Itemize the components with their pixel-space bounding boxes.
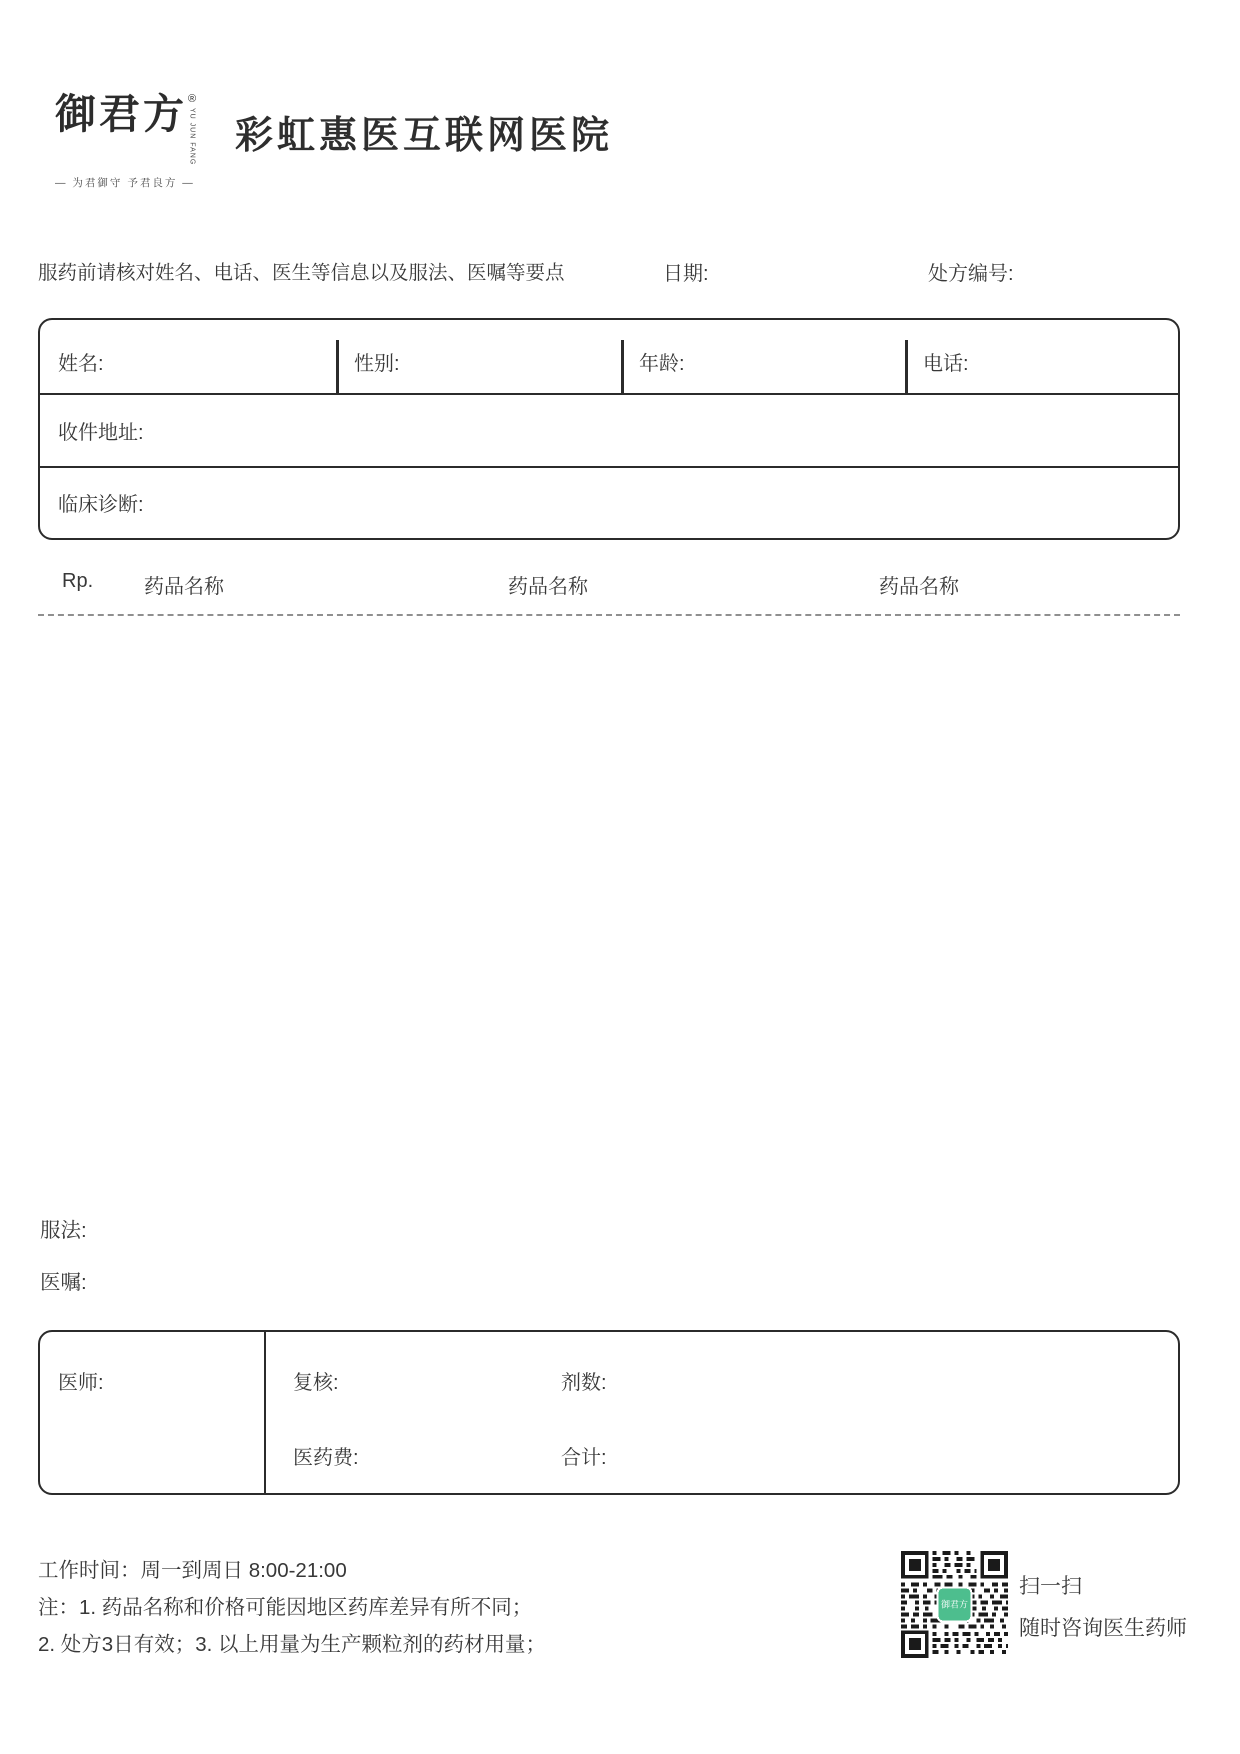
total-label: 合计: — [561, 1447, 607, 1469]
signature-right-panel — [266, 1332, 1178, 1493]
patient-row-basic — [40, 320, 1178, 395]
hospital-name: 彩虹惠医互联网医院 — [235, 115, 614, 157]
footer-note-line-1: 注：1. 药品名称和价格可能因地区药库差异有所不同； — [38, 1596, 533, 1619]
brand-logo-pinyin: YU JUN FANG — [188, 108, 196, 166]
patient-name-field — [40, 320, 336, 393]
signature-box — [38, 1330, 1180, 1495]
fee-total-row — [293, 1441, 1178, 1470]
drug-name-column-2: 药品名称 — [508, 576, 588, 598]
patient-phone-label: 电话: — [923, 353, 969, 375]
usage-instructions-label: 服法: — [40, 1219, 87, 1242]
patient-diagnosis-field — [40, 468, 1178, 537]
patient-name-label: 姓名: — [58, 353, 104, 375]
patient-age-field — [621, 320, 905, 393]
brand-logo-side — [188, 94, 196, 165]
drug-name-column-3: 药品名称 — [879, 576, 959, 598]
patient-gender-label: 性别: — [354, 353, 400, 375]
rp-label: Rp. — [62, 570, 94, 592]
footer-note-line-2: 2. 处方3日有效；3. 以上用量为生产颗粒剂的药材用量； — [38, 1633, 546, 1656]
patient-phone-field — [905, 320, 1178, 393]
brand-logo-text: 御君方 — [55, 90, 187, 138]
brand-tagline: — 为君御守 予君良方 — — [55, 177, 195, 190]
scan-description: 随时咨询医生药师 — [1019, 1617, 1187, 1640]
patient-diagnosis-label: 临床诊断: — [58, 494, 144, 516]
doctor-label: 医师: — [58, 1372, 104, 1394]
medicine-fee-label: 医药费: — [293, 1447, 359, 1469]
scan-title: 扫一扫 — [1019, 1575, 1082, 1598]
qr-code — [901, 1551, 1008, 1658]
qr-center-text: 御君方 — [941, 1599, 968, 1610]
precheck-note: 服药前请核对姓名、电话、医生等信息以及服法、医嘱等要点 — [38, 262, 565, 284]
registered-mark-icon: ® — [188, 93, 197, 105]
doctor-advice-label: 医嘱: — [40, 1271, 87, 1294]
dose-count-label: 剂数: — [561, 1372, 607, 1394]
date-label: 日期: — [663, 263, 709, 285]
patient-gender-field — [336, 320, 621, 393]
patient-address-field — [40, 395, 1178, 468]
doctor-sign-cell — [40, 1332, 266, 1493]
brand-logo — [55, 90, 197, 190]
drug-name-column-1: 药品名称 — [144, 576, 224, 598]
review-dose-row — [293, 1366, 1178, 1395]
brand-logo-row — [55, 90, 197, 166]
review-label: 复核: — [293, 1372, 339, 1394]
patient-age-label: 年龄: — [639, 353, 685, 375]
rp-header-row — [0, 570, 1240, 606]
work-hours-text: 工作时间：周一到周日 8:00-21:00 — [38, 1559, 347, 1582]
patient-info-box — [38, 318, 1180, 540]
rx-number-label: 处方编号: — [928, 263, 1014, 285]
patient-address-label: 收件地址: — [58, 422, 144, 444]
rp-dashed-divider — [38, 614, 1180, 616]
